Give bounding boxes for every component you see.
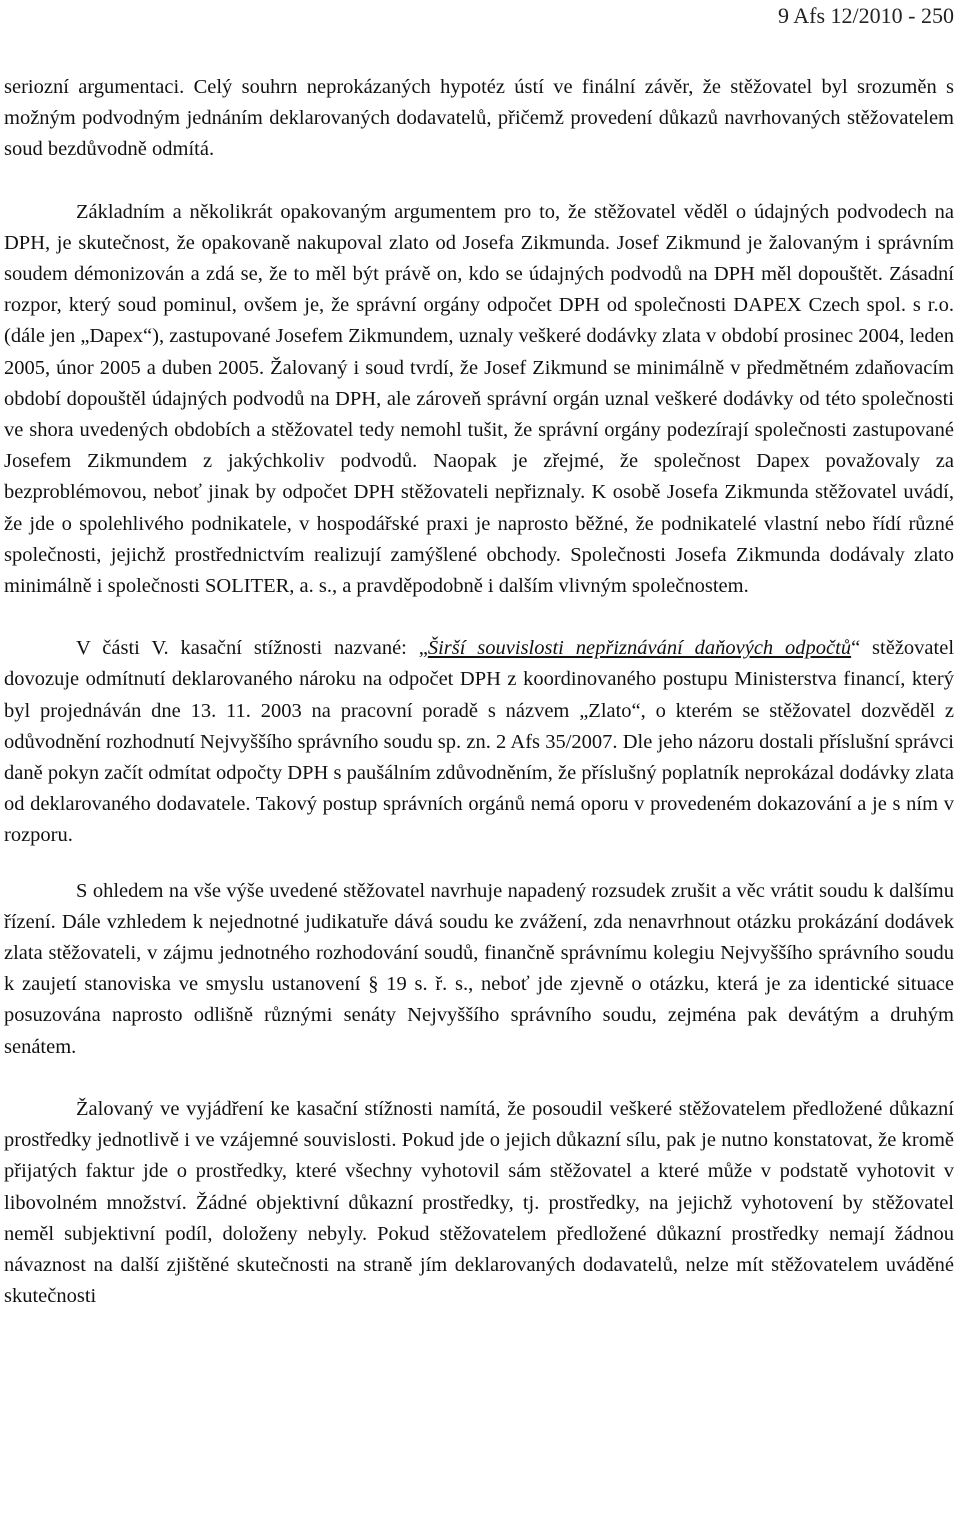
paragraph-3-text: “ stěžovatel dovozuje odmítnutí deklarovaného nároku na odpočet DPH z koordinovaného postupu Ministerstva financí, který byl projednáván dne 13. 11. 2003 na pracovní poradě s názvem „Zlato“, o kterém se stěžovatel dozvěděl z odůvodnění rozhodnutí Nejvyššího správního soudu sp. zn. 2 Afs 35/2007. Dle jeho názoru dostali příslušní správci daně pokyn začít odmítat odpočty DPH s paušálním zdůvodněním, že příslušný poplatník neprokázal dodávky zlata od deklarovaného dodavatele. Takový postup správních orgánů nemá oporu v provedeném dokazování a je s ním v rozporu. [4,637,955,847]
paragraph-4: S ohledem na vše výše uvedené stěžovatel navrhuje napadený rozsudek zrušit a věc vrátit soudu k dalšímu řízení. Dále vzhledem k nejednotné judikatuře dává soudu ke zvážení, zda nenavrhnout otázku prokázání dodávek zlata stěžovateli, v zájmu jednotného rozhodování soudů, finančně správnímu kolegiu Nejvyššího správního soudu k zaujetí stanoviska ve smyslu ustanovení § 19 s. ř. s., neboť jde zjevně o otázku, která je za identické situace posuzována naprosto odlišně různými senáty Nejvyššího správního soudu, zejména pak devátým a druhým senátem. [4,879,954,1058]
section-title-reference: Širší souvislosti nepřiznávání daňových odpočtů [427,637,852,660]
paragraph-1: seriozní argumentaci. Celý souhrn neprokázaných hypotéz ústí ve finální závěr, že stěžovatel byl srozuměn s možným podvodným jednáním deklarovaných dodavatelů, přičemž provedení důkazů navrhovaných stěžovatelem soud bezdůvodně odmítá. [4,76,954,161]
document-body [4,72,954,1343]
case-number-header: 9 Afs 12/2010 - 250 [778,3,954,28]
paragraph-3-intro: V části V. kasační stížnosti nazvané: „ [76,637,428,660]
paragraph-2: Základním a několikrát opakovaným argumentem pro to, že stěžovatel věděl o údajných podvodech na DPH, je skutečnost, že opakovaně nakupoval zlato od Josefa Zikmunda. Josef Zikmund je žalovaným i správním soudem démonizován a zdá se, že to měl být právě on, kdo se údajných podvodů na DPH měl dopouštět. Zásadní rozpor, který soud pominul, ovšem je, že správní orgány odpočet DPH od společnosti DAPEX Czech spol. s r.o. (dále jen „Dapex“), zastupované Josefem Zikmundem, uznaly veškeré dodávky zlata v období prosinec 2004, leden 2005, únor 2005 a duben 2005. Žalovaný i soud tvrdí, že Josef Zikmund se minimálně v předmětném zdaňovacím období dopouštěl údajných podvodů na DPH, ale zároveň správní orgán uznal veškeré dodávky od této společnosti ve shora uvedených obdobích a stěžovatel tedy nemohl tušit, že správní orgány podezírají společnosti zastupované Josefem Zikmundem z jakýchkoliv podvodů. Naopak je zřejmé, že společnost Dapex považovaly za bezproblémovou, neboť jinak by odpočet DPH stěžovateli nepřiznaly. K osobě Josefa Zikmunda stěžovatel uvádí, že jde o spolehlivého podnikatele, v hospodářské praxi je naprosto běžné, že podnikatelé vlastní nebo řídí různé společnosti, jejichž prostřednictvím realizují zamýšlené obchody. Společnosti Josefa Zikmunda dodávaly zlato minimálně i společnosti SOLITER, a. s., a pravděpodobně i dalším vlivným společnostem. [4,200,954,598]
paragraph-5: Žalovaný ve vyjádření ke kasační stížnosti namítá, že posoudil veškeré stěžovatelem předložené důkazní prostředky jednotlivě i ve vzájemné souvislosti. Pokud jde o jejich důkazní sílu, pak je nutno konstatovat, že kromě přijatých faktur jde o prostředky, které všechny vyhotovil sám stěžovatel a které může v podstatě vyhotovit v libovolném množství. Žádné objektivní důkazní prostředky, tj. prostředky, na jejichž vyhotovení by stěžovatel neměl subjektivní podíl, doloženy nebyly. Pokud stěžovatelem předložené důkazní prostředky nemají žádnou návaznost na další zjištěné skutečnosti na straně jím deklarovaných dodavatelů, nelze mít stěžovatelem uváděné skutečnosti [4,1097,954,1308]
paragraph-3 [4,633,954,851]
